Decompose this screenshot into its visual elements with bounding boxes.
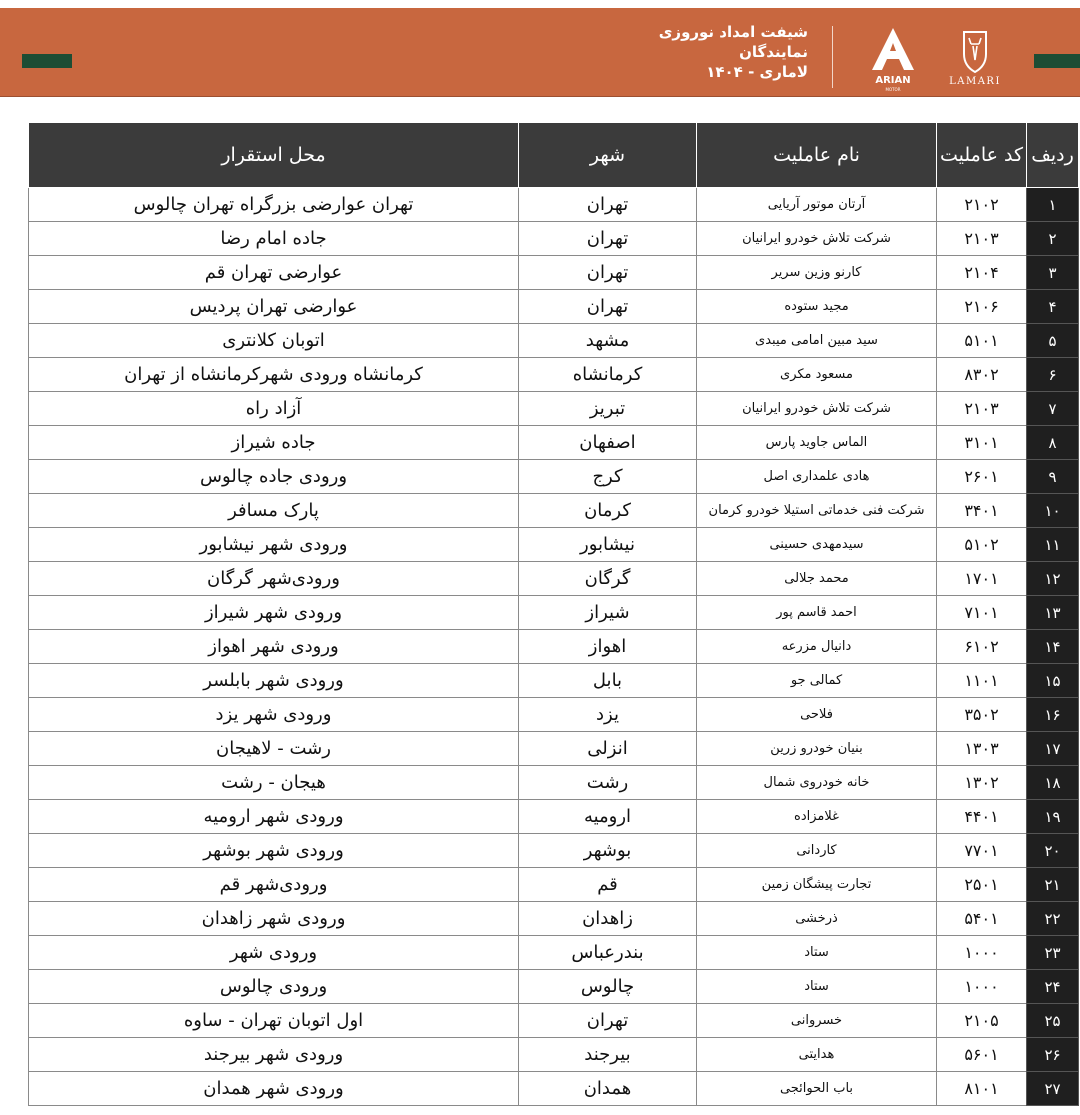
cell-location: عوارضی تهران پردیس (29, 290, 519, 324)
cell-code: ۲۱۰۳ (937, 392, 1027, 426)
cell-name: ستاد (697, 970, 937, 1004)
cell-name: مسعود مکری (697, 358, 937, 392)
cell-code: ۲۱۰۵ (937, 1004, 1027, 1038)
cell-radif: ۸ (1027, 426, 1079, 460)
cell-location: رشت - لاهیجان (29, 732, 519, 766)
cell-radif: ۷ (1027, 392, 1079, 426)
cell-city: قم (519, 868, 697, 902)
cell-location: تهران عوارضی بزرگراه تهران چالوس (29, 188, 519, 222)
dealers-table (28, 122, 1079, 1106)
cell-name: هادی علمداری اصل (697, 460, 937, 494)
cell-name: کمالی جو (697, 664, 937, 698)
header-code: کد عاملیت (937, 123, 1027, 188)
table-row (29, 902, 1079, 936)
cell-radif: ۲۱ (1027, 868, 1079, 902)
cell-radif: ۵ (1027, 324, 1079, 358)
cell-radif: ۲۰ (1027, 834, 1079, 868)
banner-divider (832, 26, 833, 88)
cell-city: گرگان (519, 562, 697, 596)
cell-location: ورودی شهر همدان (29, 1072, 519, 1106)
cell-location: ورودی شهر زاهدان (29, 902, 519, 936)
cell-radif: ۱ (1027, 188, 1079, 222)
cell-city: اهواز (519, 630, 697, 664)
cell-city: چالوس (519, 970, 697, 1004)
left-green-stripe (22, 54, 72, 68)
table-row (29, 1004, 1079, 1038)
cell-radif: ۳ (1027, 256, 1079, 290)
cell-code: ۴۴۰۱ (937, 800, 1027, 834)
cell-name: مجید ستوده (697, 290, 937, 324)
cell-city: زاهدان (519, 902, 697, 936)
cell-radif: ۲۷ (1027, 1072, 1079, 1106)
table-row (29, 222, 1079, 256)
cell-location: ورودی شهر (29, 936, 519, 970)
cell-city: تهران (519, 290, 697, 324)
arian-logo-subtext: MOTOR (885, 87, 901, 92)
header-name: نام عاملیت (697, 123, 937, 188)
cell-city: یزد (519, 698, 697, 732)
cell-name: آرتان موتور آریایی (697, 188, 937, 222)
cell-code: ۲۱۰۶ (937, 290, 1027, 324)
lamari-logo-text: LAMARI (949, 76, 1001, 87)
cell-code: ۱۳۰۳ (937, 732, 1027, 766)
cell-radif: ۱۹ (1027, 800, 1079, 834)
cell-radif: ۲۵ (1027, 1004, 1079, 1038)
table-row (29, 732, 1079, 766)
cell-city: تهران (519, 188, 697, 222)
cell-code: ۳۴۰۱ (937, 494, 1027, 528)
cell-city: ارومیه (519, 800, 697, 834)
banner-title-line3: لاماری - ۱۴۰۴ (706, 63, 808, 81)
table-row (29, 460, 1079, 494)
cell-city: تهران (519, 1004, 697, 1038)
table-row (29, 256, 1079, 290)
cell-name: خانه خودروی شمال (697, 766, 937, 800)
cell-name: احمد قاسم پور (697, 596, 937, 630)
table-row (29, 528, 1079, 562)
cell-location: ورودی شهر اهواز (29, 630, 519, 664)
cell-city: رشت (519, 766, 697, 800)
table-row (29, 1072, 1079, 1106)
table-row (29, 664, 1079, 698)
cell-name: سیدمهدی حسینی (697, 528, 937, 562)
cell-radif: ۲۳ (1027, 936, 1079, 970)
cell-code: ۸۱۰۱ (937, 1072, 1027, 1106)
cell-location: جاده شیراز (29, 426, 519, 460)
cell-name: دانیال مزرعه (697, 630, 937, 664)
table-row (29, 936, 1079, 970)
cell-radif: ۱۰ (1027, 494, 1079, 528)
cell-radif: ۹ (1027, 460, 1079, 494)
cell-location: جاده امام رضا (29, 222, 519, 256)
cell-location: آزاد راه (29, 392, 519, 426)
cell-city: مشهد (519, 324, 697, 358)
cell-code: ۱۱۰۱ (937, 664, 1027, 698)
cell-city: تبریز (519, 392, 697, 426)
cell-code: ۵۴۰۱ (937, 902, 1027, 936)
cell-name: ذرخشی (697, 902, 937, 936)
table-row (29, 392, 1079, 426)
header-banner (0, 8, 1080, 97)
arian-motor-logo-icon (858, 26, 928, 92)
cell-radif: ۲ (1027, 222, 1079, 256)
cell-location: اتوبان کلانتری (29, 324, 519, 358)
cell-code: ۵۶۰۱ (937, 1038, 1027, 1072)
cell-name: خسروانی (697, 1004, 937, 1038)
cell-city: بیرجند (519, 1038, 697, 1072)
cell-name: غلامزاده (697, 800, 937, 834)
arian-logo-text: ARIAN (875, 75, 911, 86)
cell-city: تهران (519, 256, 697, 290)
cell-name: شرکت تلاش خودرو ایرانیان (697, 222, 937, 256)
cell-location: پارک مسافر (29, 494, 519, 528)
cell-radif: ۶ (1027, 358, 1079, 392)
cell-location: کرمانشاه ورودی شهرکرمانشاه از تهران (29, 358, 519, 392)
cell-radif: ۱۶ (1027, 698, 1079, 732)
table-row (29, 596, 1079, 630)
cell-code: ۲۱۰۲ (937, 188, 1027, 222)
cell-radif: ۲۶ (1027, 1038, 1079, 1072)
cell-code: ۱۰۰۰ (937, 970, 1027, 1004)
cell-city: انزلی (519, 732, 697, 766)
table-header-row (29, 123, 1079, 188)
cell-location: ورودی شهر شیراز (29, 596, 519, 630)
cell-location: ورودی‌شهر گرگان (29, 562, 519, 596)
cell-name: هدایتی (697, 1038, 937, 1072)
cell-city: کرج (519, 460, 697, 494)
cell-location: اول اتوبان تهران - ساوه (29, 1004, 519, 1038)
table-row (29, 970, 1079, 1004)
cell-city: بوشهر (519, 834, 697, 868)
cell-city: بندرعباس (519, 936, 697, 970)
cell-location: ورودی شهر بابلسر (29, 664, 519, 698)
cell-city: تهران (519, 222, 697, 256)
cell-name: الماس جاوید پارس (697, 426, 937, 460)
cell-name: بنیان خودرو زرین (697, 732, 937, 766)
cell-code: ۱۳۰۲ (937, 766, 1027, 800)
cell-code: ۳۱۰۱ (937, 426, 1027, 460)
cell-city: کرمان (519, 494, 697, 528)
banner-title-line2: نمایندگان (739, 43, 808, 61)
cell-code: ۷۷۰۱ (937, 834, 1027, 868)
cell-radif: ۱۲ (1027, 562, 1079, 596)
cell-name: تجارت پیشگان زمین (697, 868, 937, 902)
table-row (29, 188, 1079, 222)
table-row (29, 562, 1079, 596)
cell-radif: ۴ (1027, 290, 1079, 324)
cell-radif: ۲۲ (1027, 902, 1079, 936)
cell-code: ۱۷۰۱ (937, 562, 1027, 596)
cell-code: ۷۱۰۱ (937, 596, 1027, 630)
cell-radif: ۲۴ (1027, 970, 1079, 1004)
table-row (29, 290, 1079, 324)
table-row (29, 834, 1079, 868)
cell-city: همدان (519, 1072, 697, 1106)
cell-code: ۲۵۰۱ (937, 868, 1027, 902)
cell-radif: ۱۱ (1027, 528, 1079, 562)
table-row (29, 1038, 1079, 1072)
cell-city: کرمانشاه (519, 358, 697, 392)
table-row (29, 324, 1079, 358)
cell-location: ورودی شهر یزد (29, 698, 519, 732)
cell-name: کاردانی (697, 834, 937, 868)
cell-code: ۲۱۰۴ (937, 256, 1027, 290)
cell-city: شیراز (519, 596, 697, 630)
cell-location: ورودی شهر بیرجند (29, 1038, 519, 1072)
cell-location: عوارضی تهران قم (29, 256, 519, 290)
header-city: شهر (519, 123, 697, 188)
cell-code: ۱۰۰۰ (937, 936, 1027, 970)
cell-code: ۵۱۰۲ (937, 528, 1027, 562)
cell-location: ورودی جاده چالوس (29, 460, 519, 494)
cell-code: ۵۱۰۱ (937, 324, 1027, 358)
cell-name: شرکت فنی خدماتی استیلا خودرو کرمان (697, 494, 937, 528)
cell-location: هیجان - رشت (29, 766, 519, 800)
cell-name: فلاحی (697, 698, 937, 732)
cell-code: ۶۱۰۲ (937, 630, 1027, 664)
lamari-logo-icon (940, 26, 1010, 92)
table-row (29, 800, 1079, 834)
cell-city: نیشابور (519, 528, 697, 562)
table-row (29, 868, 1079, 902)
right-green-stripe (1034, 54, 1080, 68)
cell-radif: ۱۴ (1027, 630, 1079, 664)
cell-location: ورودی‌شهر قم (29, 868, 519, 902)
cell-radif: ۱۵ (1027, 664, 1079, 698)
header-radif: ردیف (1027, 123, 1079, 188)
cell-location: ورودی چالوس (29, 970, 519, 1004)
cell-code: ۲۱۰۳ (937, 222, 1027, 256)
cell-city: اصفهان (519, 426, 697, 460)
cell-name: ستاد (697, 936, 937, 970)
table-row (29, 698, 1079, 732)
cell-name: باب الحوائجی (697, 1072, 937, 1106)
table-row (29, 426, 1079, 460)
header-location: محل استقرار (29, 123, 519, 188)
cell-name: سید مبین امامی میبدی (697, 324, 937, 358)
cell-location: ورودی شهر نیشابور (29, 528, 519, 562)
cell-location: ورودی شهر بوشهر (29, 834, 519, 868)
table-row (29, 358, 1079, 392)
cell-code: ۳۵۰۲ (937, 698, 1027, 732)
cell-code: ۸۳۰۲ (937, 358, 1027, 392)
table-row (29, 630, 1079, 664)
cell-name: محمد جلالی (697, 562, 937, 596)
table-row (29, 494, 1079, 528)
cell-radif: ۱۷ (1027, 732, 1079, 766)
cell-code: ۲۶۰۱ (937, 460, 1027, 494)
table-row (29, 766, 1079, 800)
cell-radif: ۱۳ (1027, 596, 1079, 630)
cell-city: بابل (519, 664, 697, 698)
cell-name: شرکت تلاش خودرو ایرانیان (697, 392, 937, 426)
cell-radif: ۱۸ (1027, 766, 1079, 800)
table-body (29, 188, 1079, 1106)
cell-location: ورودی شهر ارومیه (29, 800, 519, 834)
cell-name: کارنو وزین سریر (697, 256, 937, 290)
banner-title-line1: شیفت امداد نوروزی (658, 23, 808, 41)
banner-title (659, 22, 808, 82)
